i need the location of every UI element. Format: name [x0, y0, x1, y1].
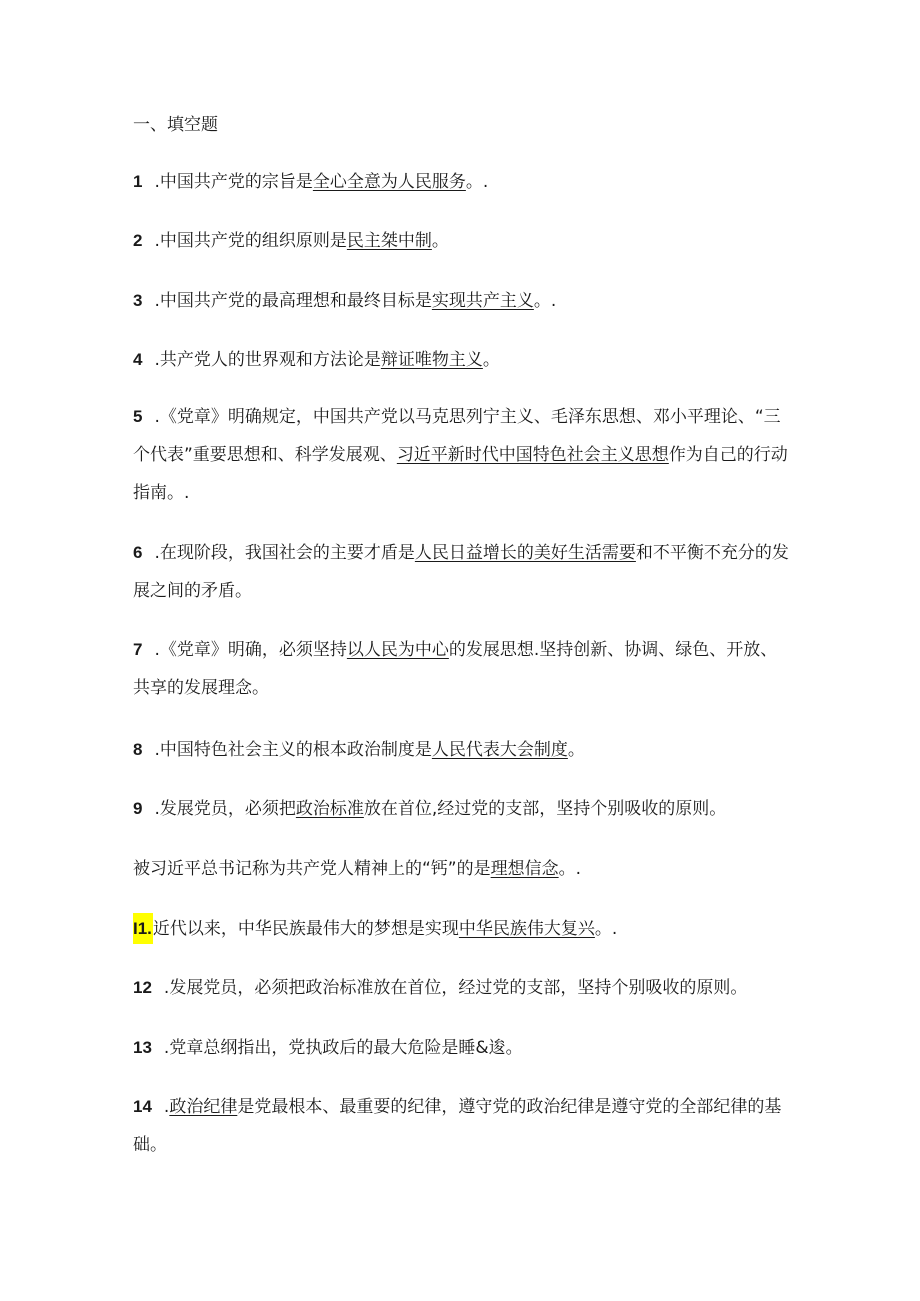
question-text: 的发展思想.坚持创新、协调、绿色、开放、共享的发展理念。	[133, 640, 778, 698]
answer-blank: 理想信念	[490, 859, 559, 879]
question-number: 2	[133, 231, 143, 250]
question-text: 。.	[465, 172, 489, 192]
question-number: 7	[133, 640, 143, 659]
question-text: .	[163, 1097, 170, 1117]
question-text: 。.	[558, 859, 582, 879]
question-number: 6	[133, 543, 143, 562]
question-text: .发展党员，必须把	[154, 799, 296, 819]
question-11	[133, 910, 793, 948]
question-3	[133, 282, 793, 320]
answer-blank: 人民代表大会制度	[431, 740, 568, 760]
question-number: 12	[133, 978, 152, 997]
question-text: .在现阶段，我国社会的主要才盾是	[154, 543, 415, 563]
question-number: 14	[133, 1097, 152, 1116]
question-text: 被习近平总书记称为共产党人精神上的“钙”的是	[133, 859, 491, 879]
question-text: .《党章》明确，必须坚持	[154, 640, 347, 660]
question-text: .中国共产党的组织原则是	[154, 231, 347, 251]
question-text: 是党最根本、最重要的纪律，遵守党的政治纪律是遵守党的全部纪律的基础。	[133, 1097, 782, 1155]
question-text: .中国特色社会主义的根本政治制度是	[154, 740, 432, 760]
question-text: .党章总纲指出，党执政后的最大危险是睡&逡。	[163, 1038, 523, 1058]
question-text: 放在首位,经过党的支部，坚持个别吸收的原则。	[363, 799, 727, 819]
question-text: 。.	[533, 291, 557, 311]
answer-blank: 民主桀中制	[346, 231, 432, 251]
question-text: 和不平衡不充分的发展之间的矛盾。	[133, 543, 789, 601]
question-13	[133, 1029, 793, 1067]
question-text: .共产党人的世界观和方法论是	[154, 350, 381, 370]
question-2	[133, 222, 793, 260]
question-1	[133, 163, 793, 201]
answer-blank: 政治标准	[295, 799, 364, 819]
question-text: 作为自己的行动指南。.	[133, 445, 788, 503]
section-title: 一、填空题	[133, 115, 218, 135]
question-number-highlighted: I1.	[133, 913, 153, 944]
question-text: 。	[482, 350, 500, 370]
question-text: 。	[431, 231, 449, 251]
question-text: .中国共产党的宗旨是	[154, 172, 313, 192]
question-6	[133, 534, 793, 610]
answer-blank: 习近平新时代中国特色社会主义思想	[396, 445, 669, 465]
question-10	[133, 850, 793, 888]
question-text: .《党章》明确规定，中国共产党以马克思列宁主义、毛泽东思想、邓小平理论、“三个代表”重要思想和、科学发展观、	[133, 407, 781, 465]
answer-blank: 以人民为中心	[346, 640, 449, 660]
question-7	[133, 631, 793, 707]
question-number: 8	[133, 740, 143, 759]
question-text: .中国共产党的最高理想和最终目标是	[154, 291, 432, 311]
question-text: 近代以来，中华民族最伟大的梦想是实现	[152, 919, 459, 939]
answer-blank: 政治纪律	[169, 1097, 238, 1117]
question-number: 9	[133, 799, 143, 818]
question-14	[133, 1088, 793, 1164]
answer-blank: 人民日益增长的美好生活需要	[414, 543, 636, 563]
question-text: 。.	[594, 919, 618, 939]
question-text: 。	[567, 740, 585, 760]
answer-blank: 实现共产主义	[431, 291, 534, 311]
question-number: 4	[133, 350, 143, 369]
question-4	[133, 341, 793, 379]
question-12	[133, 969, 793, 1007]
answer-blank: 辩证唯物主义	[380, 350, 483, 370]
answer-blank: 中华民族伟大复兴	[458, 919, 595, 939]
answer-blank: 全心全意为人民服务	[312, 172, 466, 192]
question-number: 1	[133, 172, 143, 191]
question-9	[133, 790, 793, 828]
question-5	[133, 398, 793, 512]
question-number: 5	[133, 407, 143, 426]
question-number: 13	[133, 1038, 152, 1057]
question-text: .发展党员，必须把政治标准放在首位，经过党的支部，坚持个别吸收的原则。	[163, 978, 748, 998]
question-8	[133, 731, 793, 769]
question-number: 3	[133, 291, 143, 310]
